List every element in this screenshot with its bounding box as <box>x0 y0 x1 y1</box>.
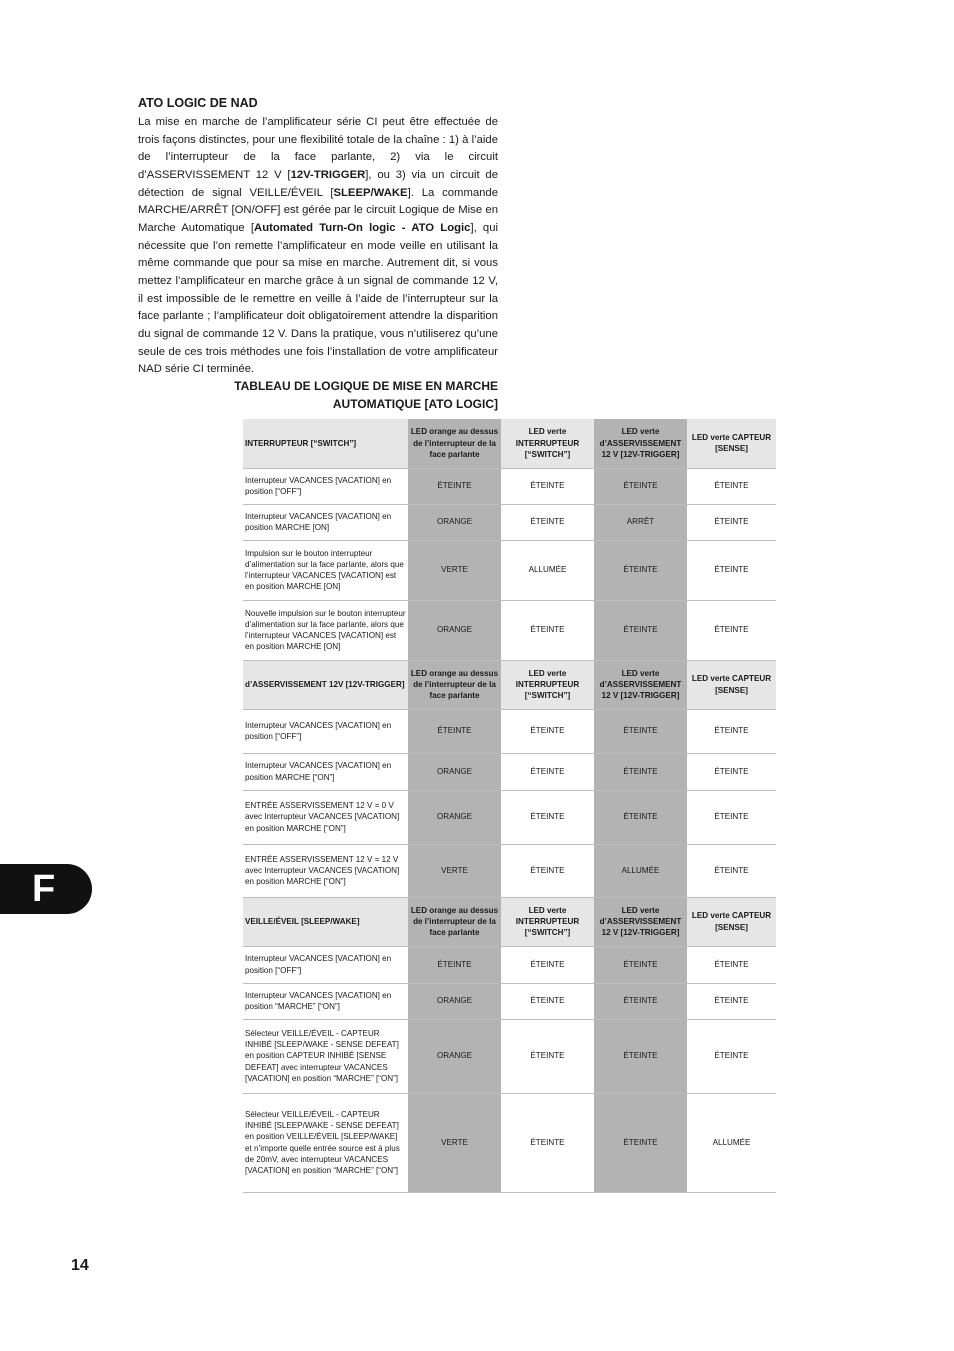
ato-logic-table <box>243 419 776 1193</box>
table-cell: ÉTEINTE <box>501 468 594 504</box>
bold-term: Automated Turn-On logic - ATO Logic <box>254 221 471 234</box>
table-cell: ARRÊT <box>594 504 687 540</box>
table-cell: ÉTEINTE <box>594 709 687 753</box>
page-number: 14 <box>71 1257 89 1274</box>
table-cell: ÉTEINTE <box>594 790 687 844</box>
paragraph-text: La mise en marche de l’amplificateur série CI peut être effectuée de trois façons distinctes, pour une flexibilité totale de la chaîne : 1) à l’aide de l’interrupteur de la face parlante, 2) via le circuit d’ASSERVISSEMENT 12 V [ <box>138 116 498 181</box>
table-row <box>243 540 776 600</box>
table-row-label: Interrupteur VACANCES [VACATION] en position MARCHE [“ON”] <box>243 753 408 790</box>
table-row <box>243 844 776 897</box>
table-cell: VERTE <box>408 844 501 897</box>
table-cell: ÉTEINTE <box>501 1019 594 1093</box>
table-row <box>243 1019 776 1093</box>
table-cell: LED verte INTERRUPTEUR [“SWITCH”] <box>501 419 594 468</box>
table-cell: ORANGE <box>408 1019 501 1093</box>
section-tab-letter: F <box>32 867 56 910</box>
table-cell: ÉTEINTE <box>687 946 776 983</box>
paragraph-text: ]. La commande MARCHE/ARRÊT [ON/OFF] est gérée par le circuit Logique de Mise en Marche Automatique [ <box>138 186 498 234</box>
table-cell: ALLUMÉE <box>594 844 687 897</box>
table-cell: ÉTEINTE <box>594 753 687 790</box>
table-row <box>243 709 776 753</box>
table-row-label: Interrupteur VACANCES [VACATION] en position MARCHE [ON] <box>243 504 408 540</box>
table-row <box>243 1093 776 1192</box>
table-row-label: ENTRÉE ASSERVISSEMENT 12 V = 0 V avec Interrupteur VACANCES [VACATION] en position MARCHE [“ON”] <box>243 790 408 844</box>
table-cell: LED verte CAPTEUR [SENSE] <box>687 419 776 468</box>
paragraph-text: ], ou 3) via un circuit de détection de signal VEILLE/ÉVEIL [ <box>138 168 498 199</box>
table-cell: ÉTEINTE <box>501 983 594 1019</box>
table-cell: ÉTEINTE <box>594 1093 687 1192</box>
table-row-label: VEILLE/ÉVEIL [SLEEP/WAKE] <box>243 897 408 946</box>
table-row <box>243 468 776 504</box>
table-row-label: Impulsion sur le bouton interrupteur d’alimentation sur la face parlante, alors que l’interrupteur VACANCES [VACATION] est en position MARCHE [ON] <box>243 540 408 600</box>
table-cell: ÉTEINTE <box>687 468 776 504</box>
table-cell: LED verte INTERRUPTEUR [“SWITCH”] <box>501 660 594 709</box>
bold-term: 12V-TRIGGER <box>290 168 366 181</box>
table-row-label: INTERRUPTEUR [“SWITCH”] <box>243 419 408 468</box>
paragraph-text: ], qui nécessite que l’on remette l’amplificateur en mode veille en utilisant la même commande que pour sa mise en marche. Autrement dit, si vous mettez l’amplificateur en marche grâce à un signal de commande 12 V, il est impossible de le remettre en veille à l’aide de l’interrupteur sur la face parlante ; l’amplificateur doit obligatoirement attendre la disparition du signal de commande 12 V. Dans la pratique, vous n’utiliserez qu’une seule de ces trois méthodes une fois l’installation de votre amplificateur NAD série CI terminée. <box>138 221 498 376</box>
table-row-label: Nouvelle impulsion sur le bouton interrupteur d’alimentation sur la face parlante, alors que l’interrupteur VACANCES [VACATION] est en position MARCHE [ON] <box>243 600 408 660</box>
table-cell: ÉTEINTE <box>594 600 687 660</box>
table-cell: ÉTEINTE <box>594 468 687 504</box>
section-title: ATO LOGIC DE NAD <box>138 96 258 110</box>
table-header-row <box>243 419 776 468</box>
table-cell: ÉTEINTE <box>687 1019 776 1093</box>
table-cell: ÉTEINTE <box>501 1093 594 1192</box>
table-cell: ÉTEINTE <box>687 983 776 1019</box>
table-row <box>243 504 776 540</box>
section-paragraph <box>138 114 498 379</box>
table-cell: LED verte CAPTEUR [SENSE] <box>687 660 776 709</box>
table-row-label: Sélecteur VEILLE/ÉVEIL - CAPTEUR INHIBÉ [SLEEP/WAKE - SENSE DEFEAT] en position CAPTEUR INHIBÉ [SENSE DEFEAT] avec interrupteur VACANCES [VACATION] en position “MARCHE” [“ON”] <box>243 1019 408 1093</box>
table-cell: LED verte d’ASSERVISSEMENT 12 V [12V-TRIGGER] <box>594 419 687 468</box>
table-cell: ÉTEINTE <box>594 983 687 1019</box>
table-cell: ÉTEINTE <box>408 709 501 753</box>
table-row-label: Interrupteur VACANCES [VACATION] en position [“OFF”] <box>243 946 408 983</box>
table-title-line-2: AUTOMATIQUE [ATO LOGIC] <box>332 396 498 411</box>
table-cell: ORANGE <box>408 983 501 1019</box>
table-row <box>243 946 776 983</box>
section-tab <box>0 864 92 914</box>
table-row-label: Sélecteur VEILLE/ÉVEIL - CAPTEUR INHIBÉ [SLEEP/WAKE - SENSE DEFEAT] en position VEILLE/ÉVEIL [SLEEP/WAKE] et n’importe quelle entrée source est à plus de 20mV, avec interrupteur VACANCES [VACATION] en position “MARCHE” [“ON”] <box>243 1093 408 1192</box>
table-row <box>243 600 776 660</box>
table-cell: ÉTEINTE <box>594 1019 687 1093</box>
table-row <box>243 983 776 1019</box>
table-cell: ÉTEINTE <box>501 790 594 844</box>
table-cell: ÉTEINTE <box>687 709 776 753</box>
table-row-label: ENTRÉE ASSERVISSEMENT 12 V = 12 V avec Interrupteur VACANCES [VACATION] en position MARCHE [“ON”] <box>243 844 408 897</box>
table-row <box>243 753 776 790</box>
table-cell: LED orange au dessus de l’interrupteur de la face parlante <box>408 419 501 468</box>
table-cell: ÉTEINTE <box>594 946 687 983</box>
table-cell: ÉTEINTE <box>687 790 776 844</box>
table-cell: ÉTEINTE <box>501 600 594 660</box>
table-cell: ÉTEINTE <box>501 946 594 983</box>
table-cell: ÉTEINTE <box>687 753 776 790</box>
table-cell: ÉTEINTE <box>687 600 776 660</box>
table-cell: ÉTEINTE <box>687 504 776 540</box>
table-cell: ÉTEINTE <box>594 540 687 600</box>
table-cell: ORANGE <box>408 790 501 844</box>
table-cell: ÉTEINTE <box>687 540 776 600</box>
table-cell: ÉTEINTE <box>501 504 594 540</box>
table-row-label: Interrupteur VACANCES [VACATION] en position [“OFF”] <box>243 468 408 504</box>
table-cell: ORANGE <box>408 600 501 660</box>
table-row-label: Interrupteur VACANCES [VACATION] en position [“OFF”] <box>243 709 408 753</box>
table-cell: LED orange au dessus de l’interrupteur de la face parlante <box>408 660 501 709</box>
table-title <box>190 378 498 413</box>
table-cell: ÉTEINTE <box>408 468 501 504</box>
table-cell: LED verte CAPTEUR [SENSE] <box>687 897 776 946</box>
table-cell: ÉTEINTE <box>501 709 594 753</box>
table-header-row <box>243 660 776 709</box>
table-cell: ÉTEINTE <box>501 753 594 790</box>
table-cell: ALLUMÉE <box>687 1093 776 1192</box>
table-row-label: d’ASSERVISSEMENT 12V [12V-TRIGGER] <box>243 660 408 709</box>
table-cell: ÉTEINTE <box>501 844 594 897</box>
table-cell: LED orange au dessus de l’interrupteur de la face parlante <box>408 897 501 946</box>
table-cell: ORANGE <box>408 753 501 790</box>
table-header-row <box>243 897 776 946</box>
table-cell: LED verte d’ASSERVISSEMENT 12 V [12V-TRIGGER] <box>594 660 687 709</box>
table-cell: ORANGE <box>408 504 501 540</box>
table-cell: ÉTEINTE <box>687 844 776 897</box>
table-cell: VERTE <box>408 540 501 600</box>
table-cell: LED verte INTERRUPTEUR [“SWITCH”] <box>501 897 594 946</box>
table-cell: ÉTEINTE <box>408 946 501 983</box>
table-cell: LED verte d’ASSERVISSEMENT 12 V [12V-TRIGGER] <box>594 897 687 946</box>
table-cell: ALLUMÉE <box>501 540 594 600</box>
table-title-line-1: TABLEAU DE LOGIQUE DE MISE EN MARCHE <box>234 379 498 393</box>
table-row-label: Interrupteur VACANCES [VACATION] en position “MARCHE” [“ON”] <box>243 983 408 1019</box>
table-row <box>243 790 776 844</box>
table-cell: VERTE <box>408 1093 501 1192</box>
bold-term: SLEEP/WAKE <box>333 186 408 199</box>
